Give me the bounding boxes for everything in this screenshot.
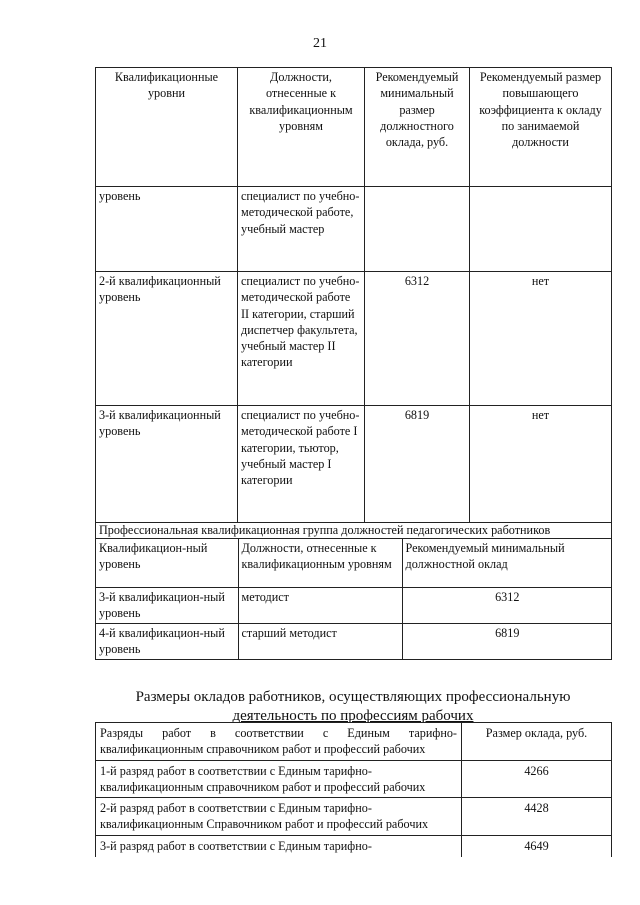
section-title — [95, 688, 611, 726]
salary-cell: 6819 — [402, 624, 612, 660]
positions-cell: специалист по учебно-методической работе II категории, старший диспетчер факультета, учебный мастер II категории — [238, 272, 365, 406]
subtable-header-row — [96, 539, 612, 588]
header-min-salary: Рекомендуемый минимальный размер должностного оклада, руб. — [365, 68, 470, 187]
salary-cell: 4266 — [462, 760, 612, 798]
level-cell: уровень — [96, 187, 238, 272]
table-row — [96, 798, 612, 836]
positions-cell: специалист по учебно-методической работе, учебный мастер — [238, 187, 365, 272]
section-title-line-1: Размеры окладов работников, осуществляющих профессиональную — [135, 689, 571, 705]
table-row — [96, 187, 612, 272]
level-cell: 3-й квалификационный уровень — [96, 406, 238, 523]
header-salary: Размер оклада, руб. — [462, 723, 612, 761]
table-header-row — [96, 723, 612, 761]
grade-cell: 2-й разряд работ в соответствии с Единым тарифно-квалификационным Справочником работ и профессий рабочих — [96, 798, 462, 836]
subtable-row — [96, 539, 612, 660]
page-number: 21 — [313, 36, 327, 51]
salary-cell: 6819 — [365, 406, 470, 523]
workers-salary-table — [95, 722, 612, 857]
position-cell: методист — [238, 588, 402, 624]
sub-header-positions: Должности, отнесенные к квалификационным уровням — [238, 539, 402, 588]
table-row — [96, 835, 612, 857]
table-row — [96, 760, 612, 798]
coefficient-cell: нет — [470, 272, 612, 406]
level-cell: 2-й квалификационный уровень — [96, 272, 238, 406]
pedagogical-subtable — [96, 539, 612, 659]
header-positions: Должности, отнесенные к квалификационным уровням — [238, 68, 365, 187]
table-header-row — [96, 68, 612, 187]
table-row — [96, 272, 612, 406]
header-levels: Квалификационные уровни — [96, 68, 238, 187]
grade-cell: 3-й разряд работ в соответствии с Единым тарифно- — [96, 835, 462, 857]
header-coefficient: Рекомендуемый размер повышающего коэффициента к окладу по занимаемой должности — [470, 68, 612, 187]
group-title: Профессиональная квалификационная группа должностей педагогических работников — [96, 523, 612, 539]
salary-cell: 6312 — [402, 588, 612, 624]
level-cell: 4-й квалификацион-ный уровень — [96, 624, 238, 660]
qualification-table — [95, 67, 612, 660]
grade-cell: 1-й разряд работ в соответствии с Единым тарифно-квалификационным справочником работ и профессий рабочих — [96, 760, 462, 798]
level-cell: 3-й квалификацион-ный уровень — [96, 588, 238, 624]
table-row — [96, 406, 612, 523]
coefficient-cell — [470, 187, 612, 272]
sub-header-level: Квалификацион-ный уровень — [96, 539, 238, 588]
salary-cell — [365, 187, 470, 272]
salary-cell: 4649 — [462, 835, 612, 857]
salary-cell: 4428 — [462, 798, 612, 836]
salary-cell: 6312 — [365, 272, 470, 406]
group-title-row — [96, 523, 612, 539]
table-row — [96, 624, 612, 660]
sub-header-salary: Рекомендуемый минимальный должностной оклад — [402, 539, 612, 588]
position-cell: старший методист — [238, 624, 402, 660]
positions-cell: специалист по учебно-методической работе I категории, тьютор, учебный мастер I категории — [238, 406, 365, 523]
subtable-container — [96, 539, 612, 660]
table-row — [96, 588, 612, 624]
header-grades: Разряды работ в соответствии с Единым тарифно-квалификационным справочником работ и профессий рабочих — [96, 723, 462, 761]
section-title-line-2: деятельность по профессиям рабочих — [232, 708, 474, 724]
coefficient-cell: нет — [470, 406, 612, 523]
